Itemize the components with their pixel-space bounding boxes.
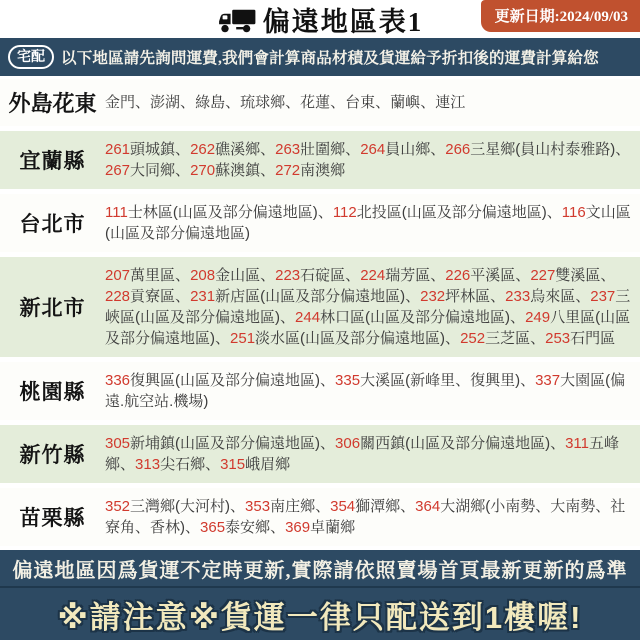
region-areas: 261頭城鎮、262礁溪鄉、263壯圍鄉、264員山鄉、266三星鄉(員山村泰雅路)、267大同鄉、270蘇澳鎮、272南澳鄉 <box>105 141 631 179</box>
postal-code: 272 <box>275 162 301 179</box>
postal-code: 237 <box>590 288 616 305</box>
postal-code: 335 <box>335 372 361 389</box>
postal-code: 261 <box>105 141 131 158</box>
update-date-badge: 更新日期:2024/09/03 <box>481 0 640 32</box>
postal-code: 224 <box>360 267 386 284</box>
delivery-truck-icon <box>217 7 257 35</box>
footer-disclaimer: 偏遠地區因爲貨運不定時更新,實際請依照賣場首頁最新更新的爲準 <box>0 550 640 588</box>
region-areas: 352三灣鄉(大河村)、353南庄鄉、354獅潭鄉、364大湖鄉(小南勢、大南勢、社寮角、香林)、365泰安鄉、369卓蘭鄉 <box>105 498 626 536</box>
notice-bar <box>0 38 640 76</box>
postal-code: 207 <box>105 267 131 284</box>
region-table <box>0 76 640 550</box>
notice-text: 以下地區請先詢問運費,我們會計算商品材積及貨運給予折扣後的運費計算給您 <box>61 50 599 67</box>
postal-code: 365 <box>200 519 226 536</box>
postal-code: 267 <box>105 162 131 179</box>
postal-code: 116 <box>561 204 586 221</box>
postal-code: 305 <box>105 435 131 452</box>
postal-code: 231 <box>190 288 216 305</box>
postal-code: 111 <box>105 204 128 221</box>
table-row <box>0 362 640 420</box>
postal-code: 353 <box>245 498 271 515</box>
postal-code: 270 <box>190 162 216 179</box>
region-areas: 金門、澎湖、綠島、琉球鄉、花蓮、台東、蘭嶼、連江 <box>105 94 466 111</box>
postal-code: 364 <box>415 498 441 515</box>
postal-code: 369 <box>285 519 311 536</box>
region-areas: 207萬里區、208金山區、223石碇區、224瑞芳區、226平溪區、227雙溪區、228貢寮區、231新店區(山區及部分偏遠地區)、232坪林區、233烏來區、237三峽區(山區及部分偏遠地區)、244林口區(山區及部分偏遠地區)、249八里區(山區及部分偏遠地區)、251淡水區(山區及部分偏遠地區)、252三芝區、253石門區 <box>105 267 631 347</box>
postal-code: 263 <box>275 141 301 158</box>
region-label: 宜蘭縣 <box>19 150 86 173</box>
region-label: 桃園縣 <box>19 381 86 404</box>
postal-code: 227 <box>530 267 556 284</box>
postal-code: 337 <box>535 372 561 389</box>
postal-code: 266 <box>445 141 471 158</box>
postal-code: 253 <box>545 330 571 347</box>
postal-code: 313 <box>135 456 161 473</box>
postal-code: 315 <box>220 456 246 473</box>
footer-warning: ※請注意※貨運一律只配送到1樓喔! <box>57 599 583 635</box>
postal-code: 223 <box>275 267 301 284</box>
region-label: 苗栗縣 <box>19 507 86 530</box>
footer <box>0 550 640 640</box>
region-label: 新北市 <box>19 297 86 320</box>
postal-code: 354 <box>330 498 356 515</box>
postal-code: 232 <box>420 288 446 305</box>
postal-code: 208 <box>190 267 216 284</box>
postal-code: 306 <box>335 435 361 452</box>
postal-code: 311 <box>565 435 590 452</box>
table-row <box>0 131 640 189</box>
postal-code: 251 <box>230 330 256 347</box>
postal-code: 112 <box>332 204 357 221</box>
postal-code: 336 <box>105 372 131 389</box>
region-areas: 336復興區(山區及部分偏遠地區)、335大溪區(新峰里、復興里)、337大園區(偏遠.航空站.機場) <box>105 372 626 410</box>
home-delivery-badge: 宅配 <box>8 45 54 69</box>
region-label: 新竹縣 <box>19 444 86 467</box>
header <box>0 0 640 38</box>
region-label: 外島花東 <box>8 91 97 116</box>
table-row <box>0 79 640 126</box>
table-row <box>0 425 640 483</box>
postal-code: 264 <box>360 141 386 158</box>
region-areas: 305新埔鎮(山區及部分偏遠地區)、306關西鎮(山區及部分偏遠地區)、311五峰鄉、313尖石鄉、315峨眉鄉 <box>105 435 620 473</box>
postal-code: 352 <box>105 498 131 515</box>
table-row <box>0 257 640 357</box>
table-row <box>0 488 640 546</box>
table-row <box>0 194 640 252</box>
postal-code: 252 <box>460 330 486 347</box>
region-label: 台北市 <box>19 213 86 236</box>
region-areas: 111士林區(山區及部分偏遠地區)、112北投區(山區及部分偏遠地區)、116文山區(山區及部分偏遠地區) <box>105 204 631 242</box>
postal-code: 262 <box>190 141 216 158</box>
postal-code: 249 <box>525 309 551 326</box>
postal-code: 226 <box>445 267 471 284</box>
postal-code: 228 <box>105 288 131 305</box>
postal-code: 233 <box>505 288 531 305</box>
page-title: 偏遠地區表1 <box>262 6 424 37</box>
postal-code: 244 <box>295 309 321 326</box>
